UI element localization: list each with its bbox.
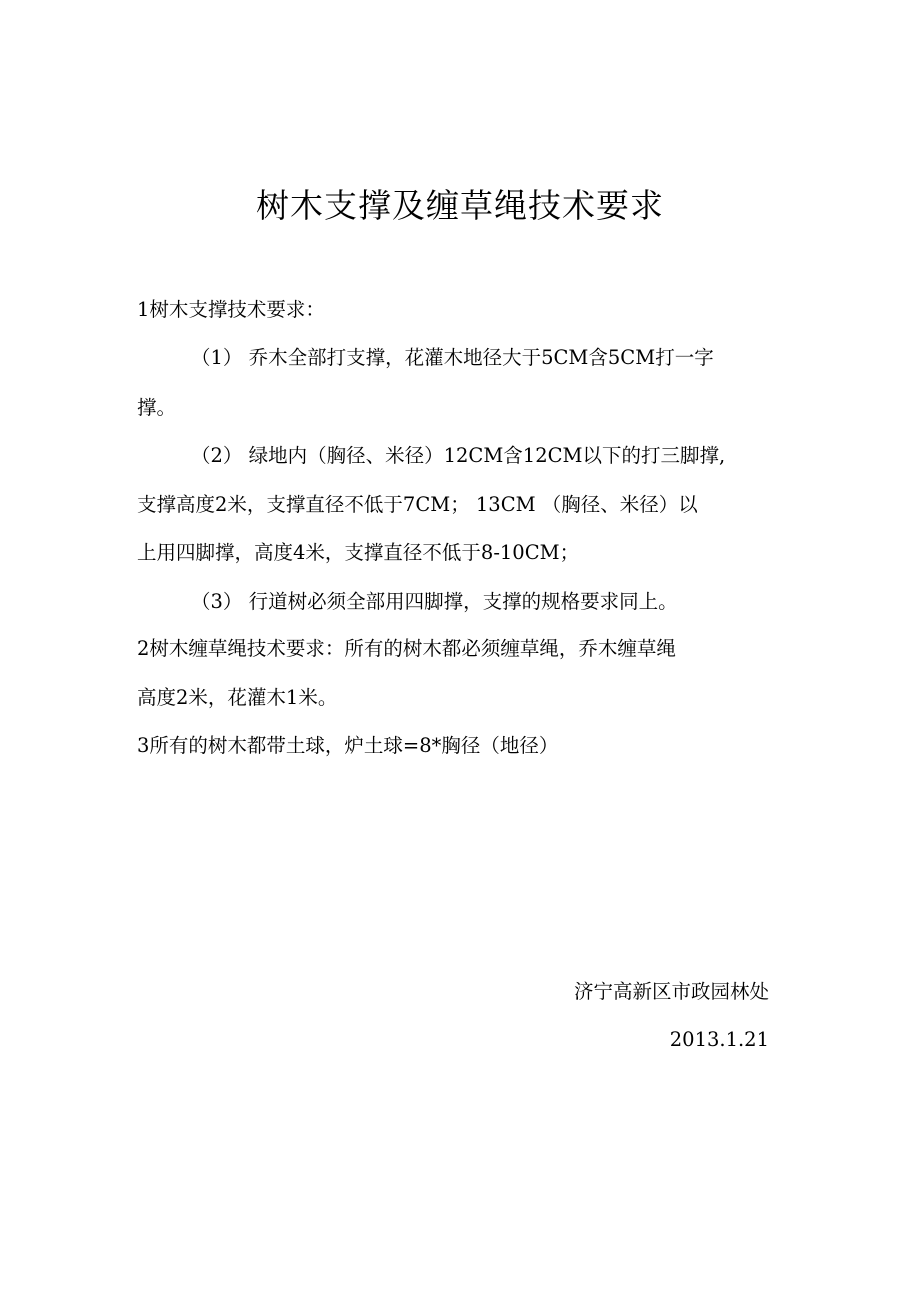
section-3-line-1: 3所有的树木都带土球，炉土球=8*胸径（地径） [137,734,559,757]
section-2-line-2: 高度2米，花灌木1米。 [137,686,338,709]
item-1-line-2: 撑。 [137,396,177,419]
item-1-line-1: （1） 乔木全部打支撑，花灌木地径大于5CM含5CM打一字 [191,346,714,369]
signature-date: 2013.1.21 [669,1028,769,1051]
item-2-line-2: 支撑高度2米，支撑直径不低于7CM； 13CM （胸径、米径）以 [137,493,698,516]
section-1-heading: 1树木支撑技术要求： [137,298,325,321]
item-2-line-3: 上用四脚撑，高度4米，支撑直径不低于8-10CM； [137,541,580,564]
page-title: 树木支撑及缠草绳技术要求 [256,186,664,225]
item-3-line-1: （3） 行道树必须全部用四脚撑，支撑的规格要求同上。 [191,590,678,613]
section-2-line-1: 2树木缠草绳技术要求：所有的树木都必须缠草绳，乔木缠草绳 [137,637,676,660]
signature-organization: 济宁高新区市政园林处 [573,980,769,1003]
item-2-line-1: （2） 绿地内（胸径、米径）12CM含12CM以下的打三脚撑, [191,444,726,467]
